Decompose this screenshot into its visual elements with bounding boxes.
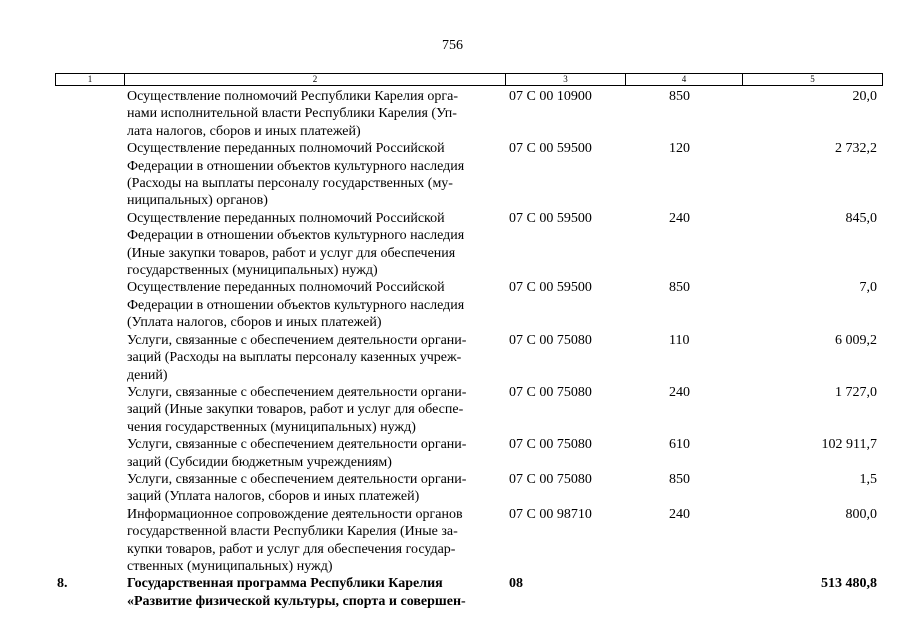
row-description — [127, 88, 501, 140]
description-line: государственных (муниципальных) нужд) — [127, 263, 378, 279]
header-col-5: 5 — [742, 74, 882, 85]
row-expense-type: 120 — [669, 141, 690, 157]
row-code: 07 С 00 59500 — [509, 210, 592, 226]
description-line: Осуществление полномочий Республики Карелия орга- — [127, 89, 459, 104]
row-amount: 2 732,2 — [835, 141, 877, 157]
description-line: Государственная программа Республики Карелия — [127, 576, 443, 592]
row-number — [55, 279, 127, 331]
row-description — [127, 471, 501, 506]
table-body — [55, 88, 883, 610]
description-line: (Иные закупки товаров, работ и услуг для обеспечения — [127, 245, 456, 261]
row-code: 07 С 00 75080 — [509, 332, 592, 348]
row-expense-type: 850 — [669, 471, 690, 487]
row-number — [55, 436, 127, 471]
row-code: 07 С 00 75080 — [509, 471, 592, 487]
row-number — [55, 506, 127, 576]
row-expense-type: 850 — [669, 89, 690, 104]
row-description — [127, 332, 501, 384]
table-row — [55, 210, 883, 280]
row-code: 08 — [509, 576, 523, 592]
description-line: заций (Уплата налогов, сборов и иных платежей) — [127, 489, 420, 505]
description-line: (Уплата налогов, сборов и иных платежей) — [127, 315, 382, 331]
description-line: (Расходы на выплаты персоналу государственных (му- — [127, 176, 453, 192]
header-col-3: 3 — [505, 74, 625, 85]
row-amount: 7,0 — [859, 280, 877, 296]
row-number — [55, 88, 127, 140]
description-line: Информационное сопровождение деятельности органов — [127, 506, 463, 522]
row-code: 07 С 00 75080 — [509, 437, 592, 453]
row-code: 07 С 00 59500 — [509, 141, 592, 157]
row-description — [127, 279, 501, 331]
table-row — [55, 140, 883, 210]
row-expense-type: 110 — [669, 332, 690, 348]
description-line: заций (Субсидии бюджетным учреждениям) — [127, 454, 392, 470]
table-row — [55, 575, 883, 610]
row-number: 8. — [57, 576, 68, 592]
description-line: ственных (муниципальных) нужд) — [127, 558, 333, 574]
row-description — [127, 436, 501, 471]
table-row — [55, 436, 883, 471]
table-row — [55, 279, 883, 331]
description-line: Федерации в отношении объектов культурного наследия — [127, 158, 465, 174]
row-amount: 845,0 — [845, 210, 877, 226]
description-line: Осуществление переданных полномочий Российской — [127, 280, 445, 296]
row-amount: 800,0 — [845, 506, 877, 522]
table-row — [55, 506, 883, 576]
description-line: чения государственных (муниципальных) нужд) — [127, 419, 416, 435]
description-line: заций (Иные закупки товаров, работ и услуг для обеспе- — [127, 402, 464, 418]
description-line: Федерации в отношении объектов культурного наследия — [127, 297, 465, 313]
header-col-2: 2 — [124, 74, 505, 85]
description-line: государственной власти Республики Карелия (Иные за- — [127, 524, 458, 540]
description-line: ниципальных) органов) — [127, 193, 268, 209]
description-line: Федерации в отношении объектов культурного наследия — [127, 228, 465, 244]
row-expense-type: 240 — [669, 210, 690, 226]
row-amount: 1 727,0 — [835, 384, 877, 400]
row-amount: 20,0 — [852, 89, 877, 104]
row-expense-type: 610 — [669, 437, 690, 453]
row-description — [127, 506, 501, 576]
row-description — [127, 210, 501, 280]
description-line: Осуществление переданных полномочий Российской — [127, 210, 445, 226]
description-line: Осуществление переданных полномочий Российской — [127, 141, 445, 157]
row-code: 07 С 00 59500 — [509, 280, 592, 296]
row-number — [55, 210, 127, 280]
table-header — [55, 73, 883, 86]
row-number — [55, 140, 127, 210]
row-expense-type — [629, 575, 719, 610]
header-col-1: 1 — [87, 74, 93, 84]
description-line: нами исполнительной власти Республики Карелия (Уп- — [127, 106, 457, 122]
row-amount: 513 480,8 — [821, 576, 877, 592]
row-description — [127, 140, 501, 210]
page-number: 756 — [442, 38, 463, 53]
row-expense-type: 850 — [669, 280, 690, 296]
row-description — [127, 384, 501, 436]
description-line: купки товаров, работ и услуг для обеспечения государ- — [127, 541, 456, 557]
table-row — [55, 384, 883, 436]
description-line: лата налогов, сборов и иных платежей) — [127, 123, 361, 139]
description-line: заций (Расходы на выплаты персоналу казенных учреж- — [127, 350, 462, 366]
row-number — [55, 332, 127, 384]
description-line: Услуги, связанные с обеспечением деятельности органи- — [127, 437, 467, 453]
row-amount: 102 911,7 — [821, 437, 877, 453]
row-amount: 6 009,2 — [835, 332, 877, 348]
row-amount: 1,5 — [859, 471, 877, 487]
description-line: Услуги, связанные с обеспечением деятельности органи- — [127, 471, 467, 487]
description-line: дений) — [127, 367, 168, 383]
row-number — [55, 471, 127, 506]
description-line: Услуги, связанные с обеспечением деятельности органи- — [127, 384, 467, 400]
table-row — [55, 471, 883, 506]
table-row — [55, 332, 883, 384]
row-code: 07 С 00 10900 — [509, 89, 592, 104]
row-code: 07 С 00 75080 — [509, 384, 592, 400]
description-line: «Развитие физической культуры, спорта и совершен- — [127, 593, 466, 609]
row-expense-type: 240 — [669, 384, 690, 400]
row-description — [127, 575, 501, 610]
header-col-4: 4 — [625, 74, 742, 85]
description-line: Услуги, связанные с обеспечением деятельности органи- — [127, 332, 467, 348]
table-row — [55, 88, 883, 140]
row-number — [55, 384, 127, 436]
row-code: 07 С 00 98710 — [509, 506, 592, 522]
row-expense-type: 240 — [669, 506, 690, 522]
